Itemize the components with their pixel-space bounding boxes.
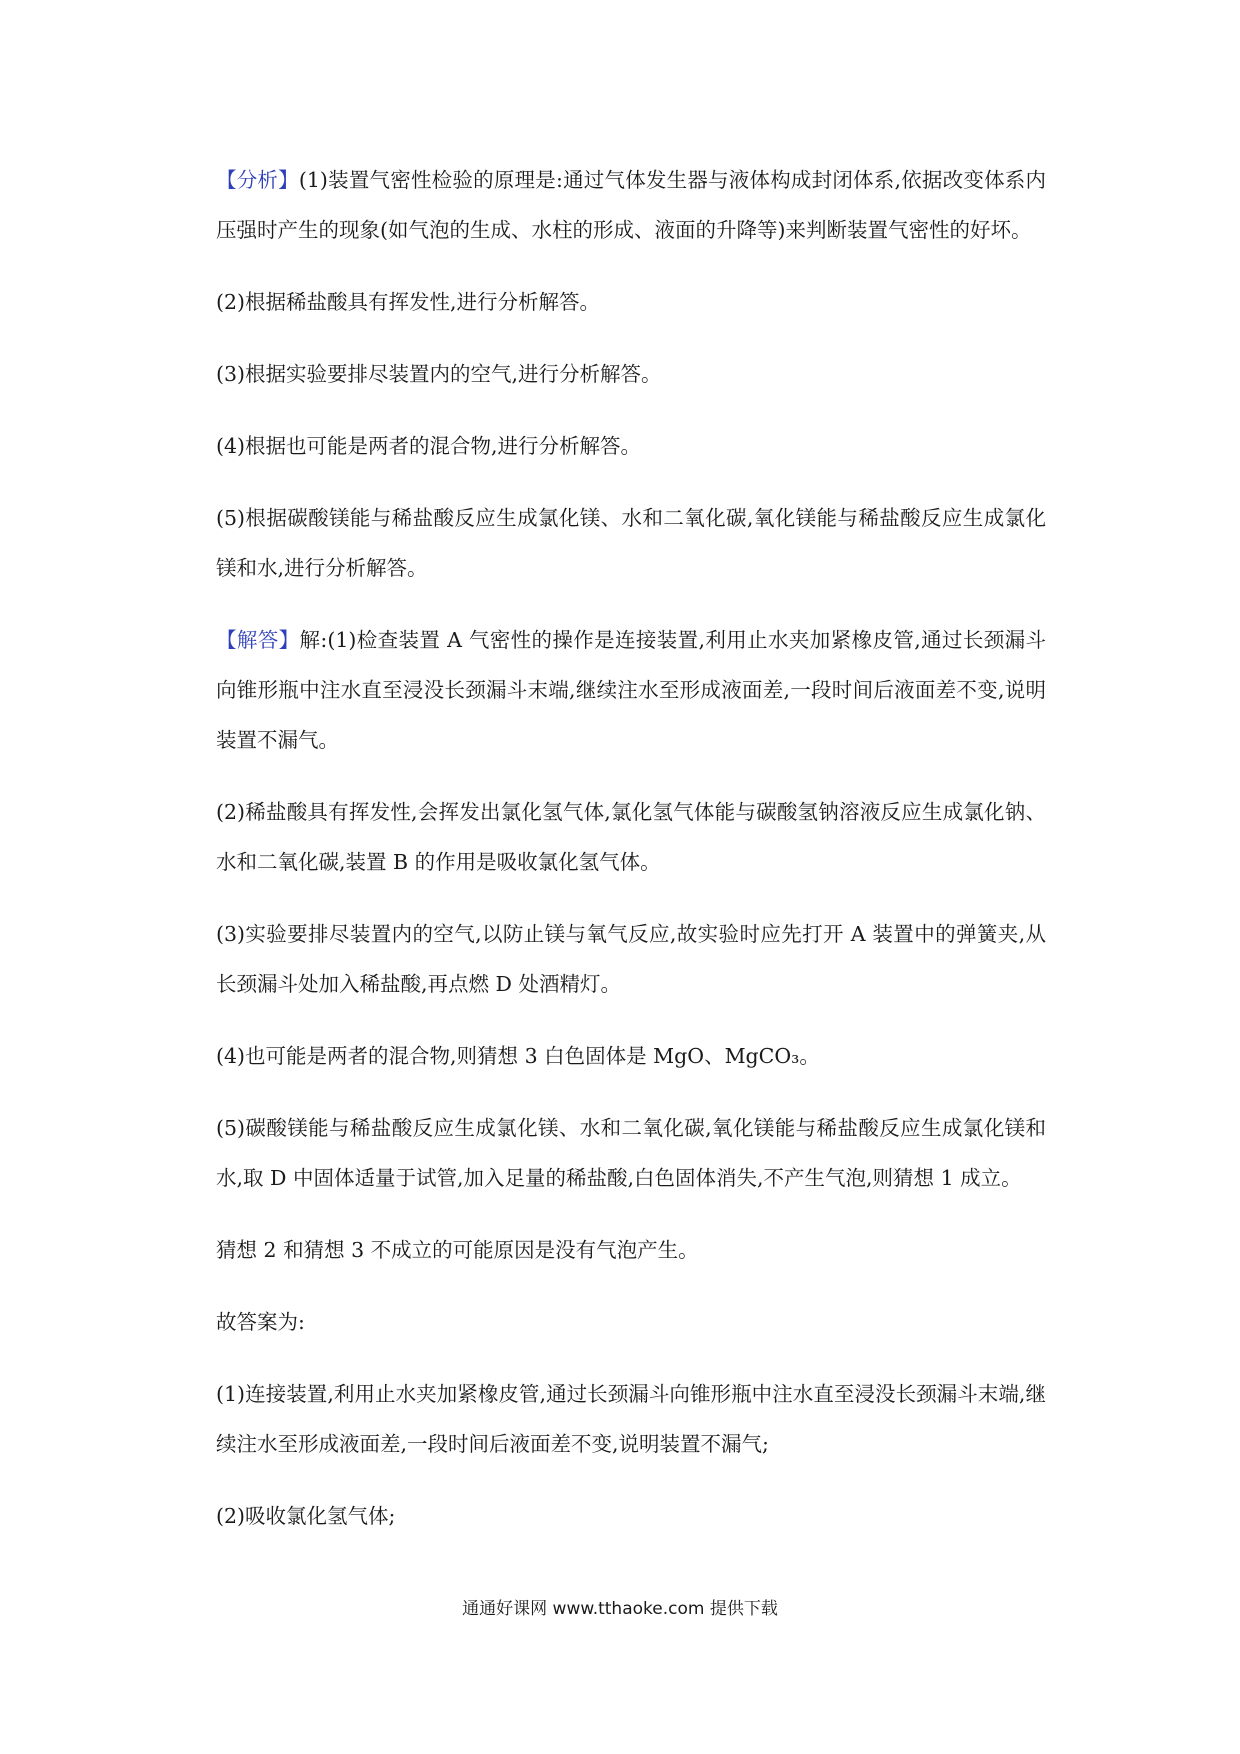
answer-paragraph-6: 猜想 2 和猜想 3 不成立的可能原因是没有气泡产生。 [216, 1238, 699, 1262]
analysis-paragraph-1 [216, 155, 1046, 255]
answer-text-1: 解:(1)检查装置 A 气密性的操作是连接装置,利用止水夹加紧橡皮管,通过长颈漏斗向锥形瓶中注水直至浸没长颈漏斗末端,继续注水至形成液面差,一段时间后液面差不变,说明装置不漏气。 [216, 628, 1046, 752]
analysis-paragraph-2: (2)根据稀盐酸具有挥发性,进行分析解答。 [216, 290, 601, 314]
page-footer: 通通好课网 www.tthaoke.com 提供下载 [462, 1599, 778, 1619]
analysis-tag: 【分析】 [216, 168, 299, 192]
analysis-paragraph-4: (4)根据也可能是两者的混合物,进行分析解答。 [216, 434, 642, 458]
analysis-text-1: (1)装置气密性检验的原理是:通过气体发生器与液体构成封闭体系,依据改变体系内压强时产生的现象(如气泡的生成、水柱的形成、液面的升降等)来判断装置气密性的好坏。 [216, 168, 1046, 242]
answer-paragraph-5: (5)碳酸镁能与稀盐酸反应生成氯化镁、水和二氧化碳,氧化镁能与稀盐酸反应生成氯化镁和水,取 D 中固体适量于试管,加入足量的稀盐酸,白色固体消失,不产生气泡,则猜想 1 成立。 [216, 1116, 1046, 1190]
analysis-paragraph-3: (3)根据实验要排尽装置内的空气,进行分析解答。 [216, 362, 662, 386]
answer-paragraph-1 [216, 615, 1046, 765]
answer-paragraph-7: 故答案为: [216, 1310, 305, 1334]
answer-paragraph-3: (3)实验要排尽装置内的空气,以防止镁与氧气反应,故实验时应先打开 A 装置中的弹簧夹,从长颈漏斗处加入稀盐酸,再点燃 D 处酒精灯。 [216, 922, 1046, 996]
answer-tag: 【解答】 [216, 628, 300, 652]
document-body [216, 155, 1046, 1563]
analysis-paragraph-5: (5)根据碳酸镁能与稀盐酸反应生成氯化镁、水和二氧化碳,氧化镁能与稀盐酸反应生成氯化镁和水,进行分析解答。 [216, 506, 1046, 580]
answer-paragraph-2: (2)稀盐酸具有挥发性,会挥发出氯化氢气体,氯化氢气体能与碳酸氢钠溶液反应生成氯化钠、水和二氧化碳,装置 B 的作用是吸收氯化氢气体。 [216, 800, 1046, 874]
answer-paragraph-9: (2)吸收氯化氢气体; [216, 1504, 396, 1528]
answer-paragraph-4: (4)也可能是两者的混合物,则猜想 3 白色固体是 MgO、MgCO₃。 [216, 1044, 820, 1068]
answer-paragraph-8: (1)连接装置,利用止水夹加紧橡皮管,通过长颈漏斗向锥形瓶中注水直至浸没长颈漏斗末端,继续注水至形成液面差,一段时间后液面差不变,说明装置不漏气; [216, 1382, 1046, 1456]
